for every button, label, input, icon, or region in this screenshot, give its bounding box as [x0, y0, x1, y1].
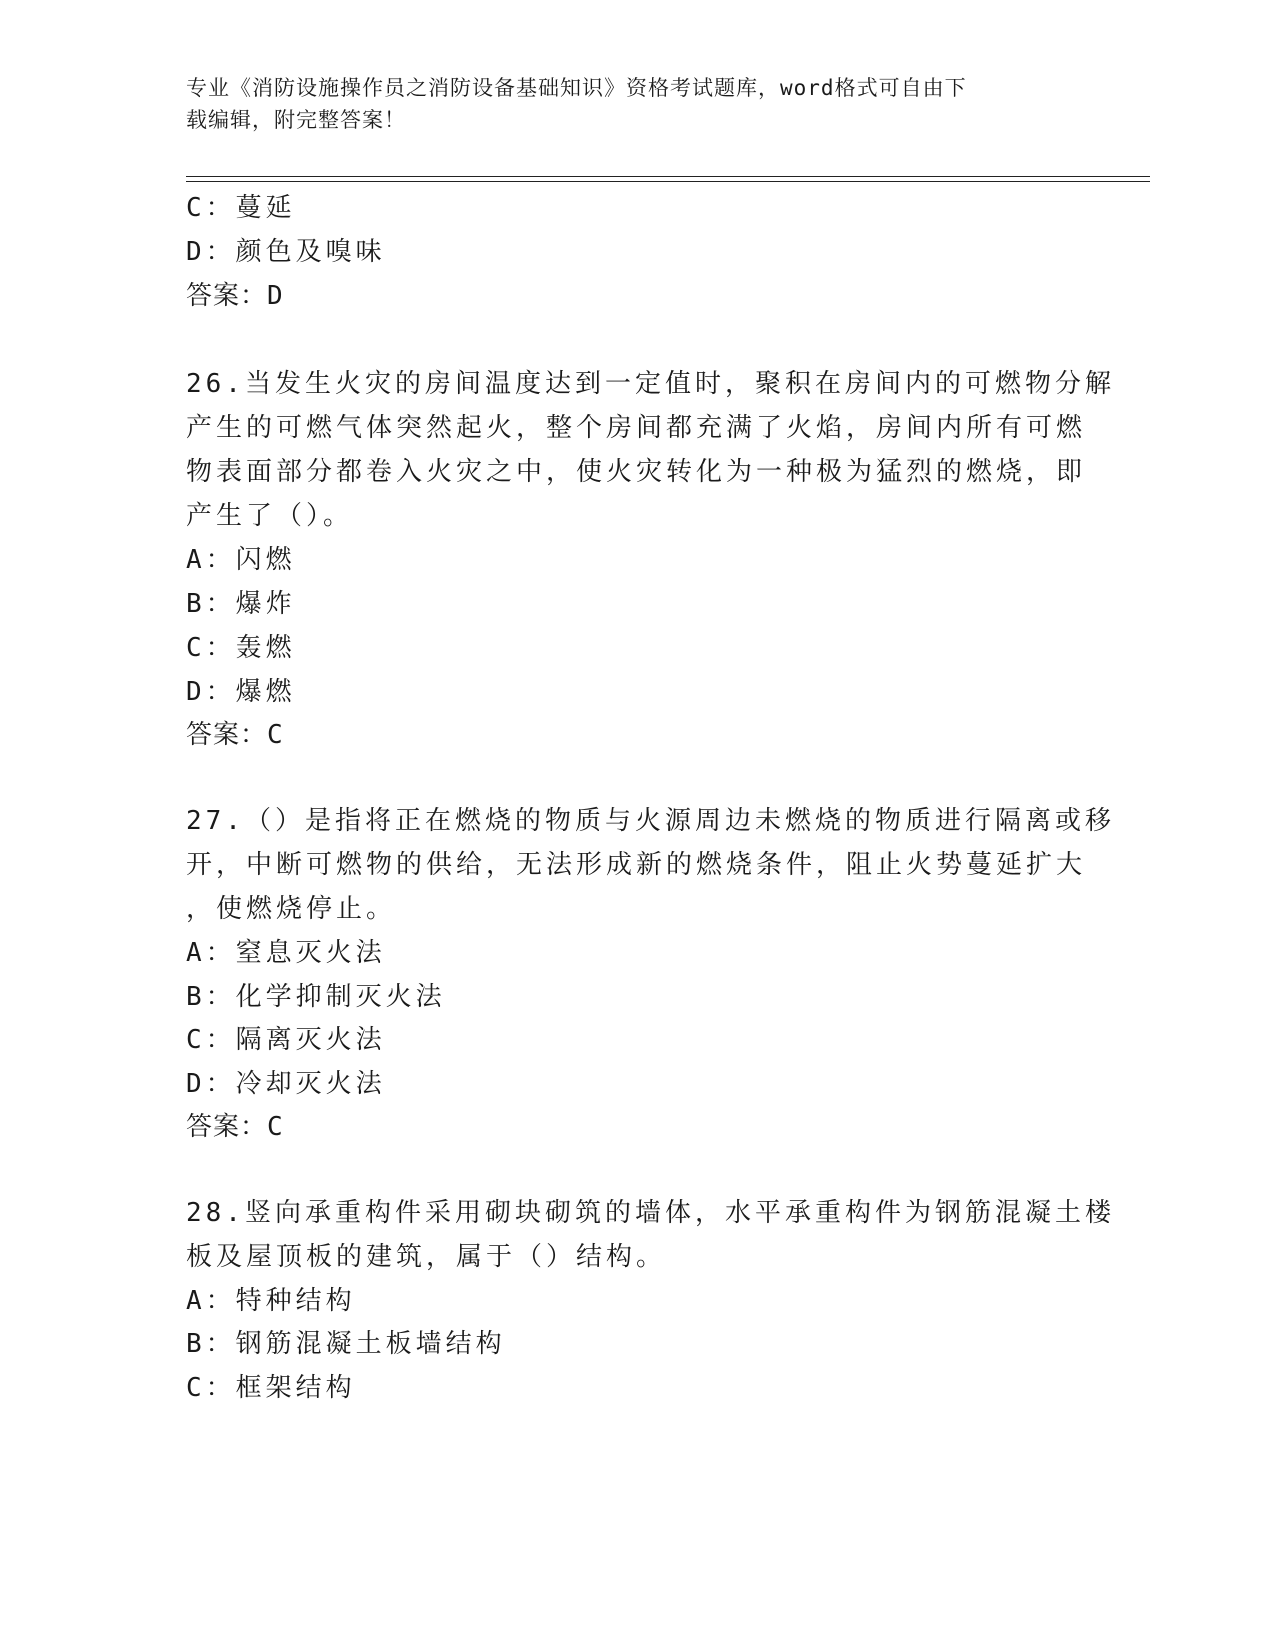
question-26-option-c: C：轰燃 — [186, 633, 296, 663]
option-d: D：颜色及嗅味 — [186, 237, 386, 267]
question-27-stem-line-2: 开，中断可燃物的供给，无法形成新的燃烧条件，阻止火势蔓延扩大 — [186, 850, 1087, 880]
question-26-stem-line-3: 物表面部分都卷入火灾之中，使火灾转化为一种极为猛烈的燃烧，即 — [186, 457, 1087, 487]
question-26-answer: 答案：C — [186, 720, 284, 750]
answer-line: 答案：D — [186, 281, 284, 311]
question-26-stem-line-4: 产生了（）。 — [186, 501, 354, 531]
question-26-option-d: D：爆燃 — [186, 677, 296, 707]
question-27-option-c: C：隔离灭火法 — [186, 1025, 386, 1055]
question-27-option-a: A：窒息灭火法 — [186, 938, 386, 968]
question-26-stem-line-1: 26.当发生火灾的房间温度达到一定值时，聚积在房间内的可燃物分解 — [186, 369, 1115, 399]
question-27-option-d: D：冷却灭火法 — [186, 1069, 386, 1099]
option-c: C：蔓延 — [186, 193, 296, 223]
question-27-option-b: B：化学抑制灭火法 — [186, 982, 446, 1012]
question-26-option-a: A：闪燃 — [186, 545, 296, 575]
header-line-1: 专业《消防设施操作员之消防设备基础知识》资格考试题库，word格式可自由下 — [186, 76, 967, 100]
header-divider-bottom — [186, 181, 1150, 182]
question-28-option-b: B：钢筋混凝土板墙结构 — [186, 1329, 506, 1359]
question-27-stem-line-1: 27.（）是指将正在燃烧的物质与火源周边未燃烧的物质进行隔离或移 — [186, 806, 1115, 836]
page-header — [186, 72, 1066, 136]
question-27-stem-line-3: ，使燃烧停止。 — [186, 894, 397, 924]
question-28-stem-line-1: 28.竖向承重构件采用砌块砌筑的墙体，水平承重构件为钢筋混凝土楼 — [186, 1198, 1115, 1228]
question-26-option-b: B：爆炸 — [186, 589, 296, 619]
question-28-stem-line-2: 板及屋顶板的建筑，属于（）结构。 — [186, 1242, 667, 1272]
header-line-2: 载编辑，附完整答案！ — [186, 108, 406, 132]
question-28-option-c: C：框架结构 — [186, 1373, 356, 1403]
question-27-answer: 答案：C — [186, 1112, 284, 1142]
header-divider-top — [186, 176, 1150, 177]
question-28-option-a: A：特种结构 — [186, 1286, 356, 1316]
question-26-stem-line-2: 产生的可燃气体突然起火，整个房间都充满了火焰，房间内所有可燃 — [186, 413, 1087, 443]
